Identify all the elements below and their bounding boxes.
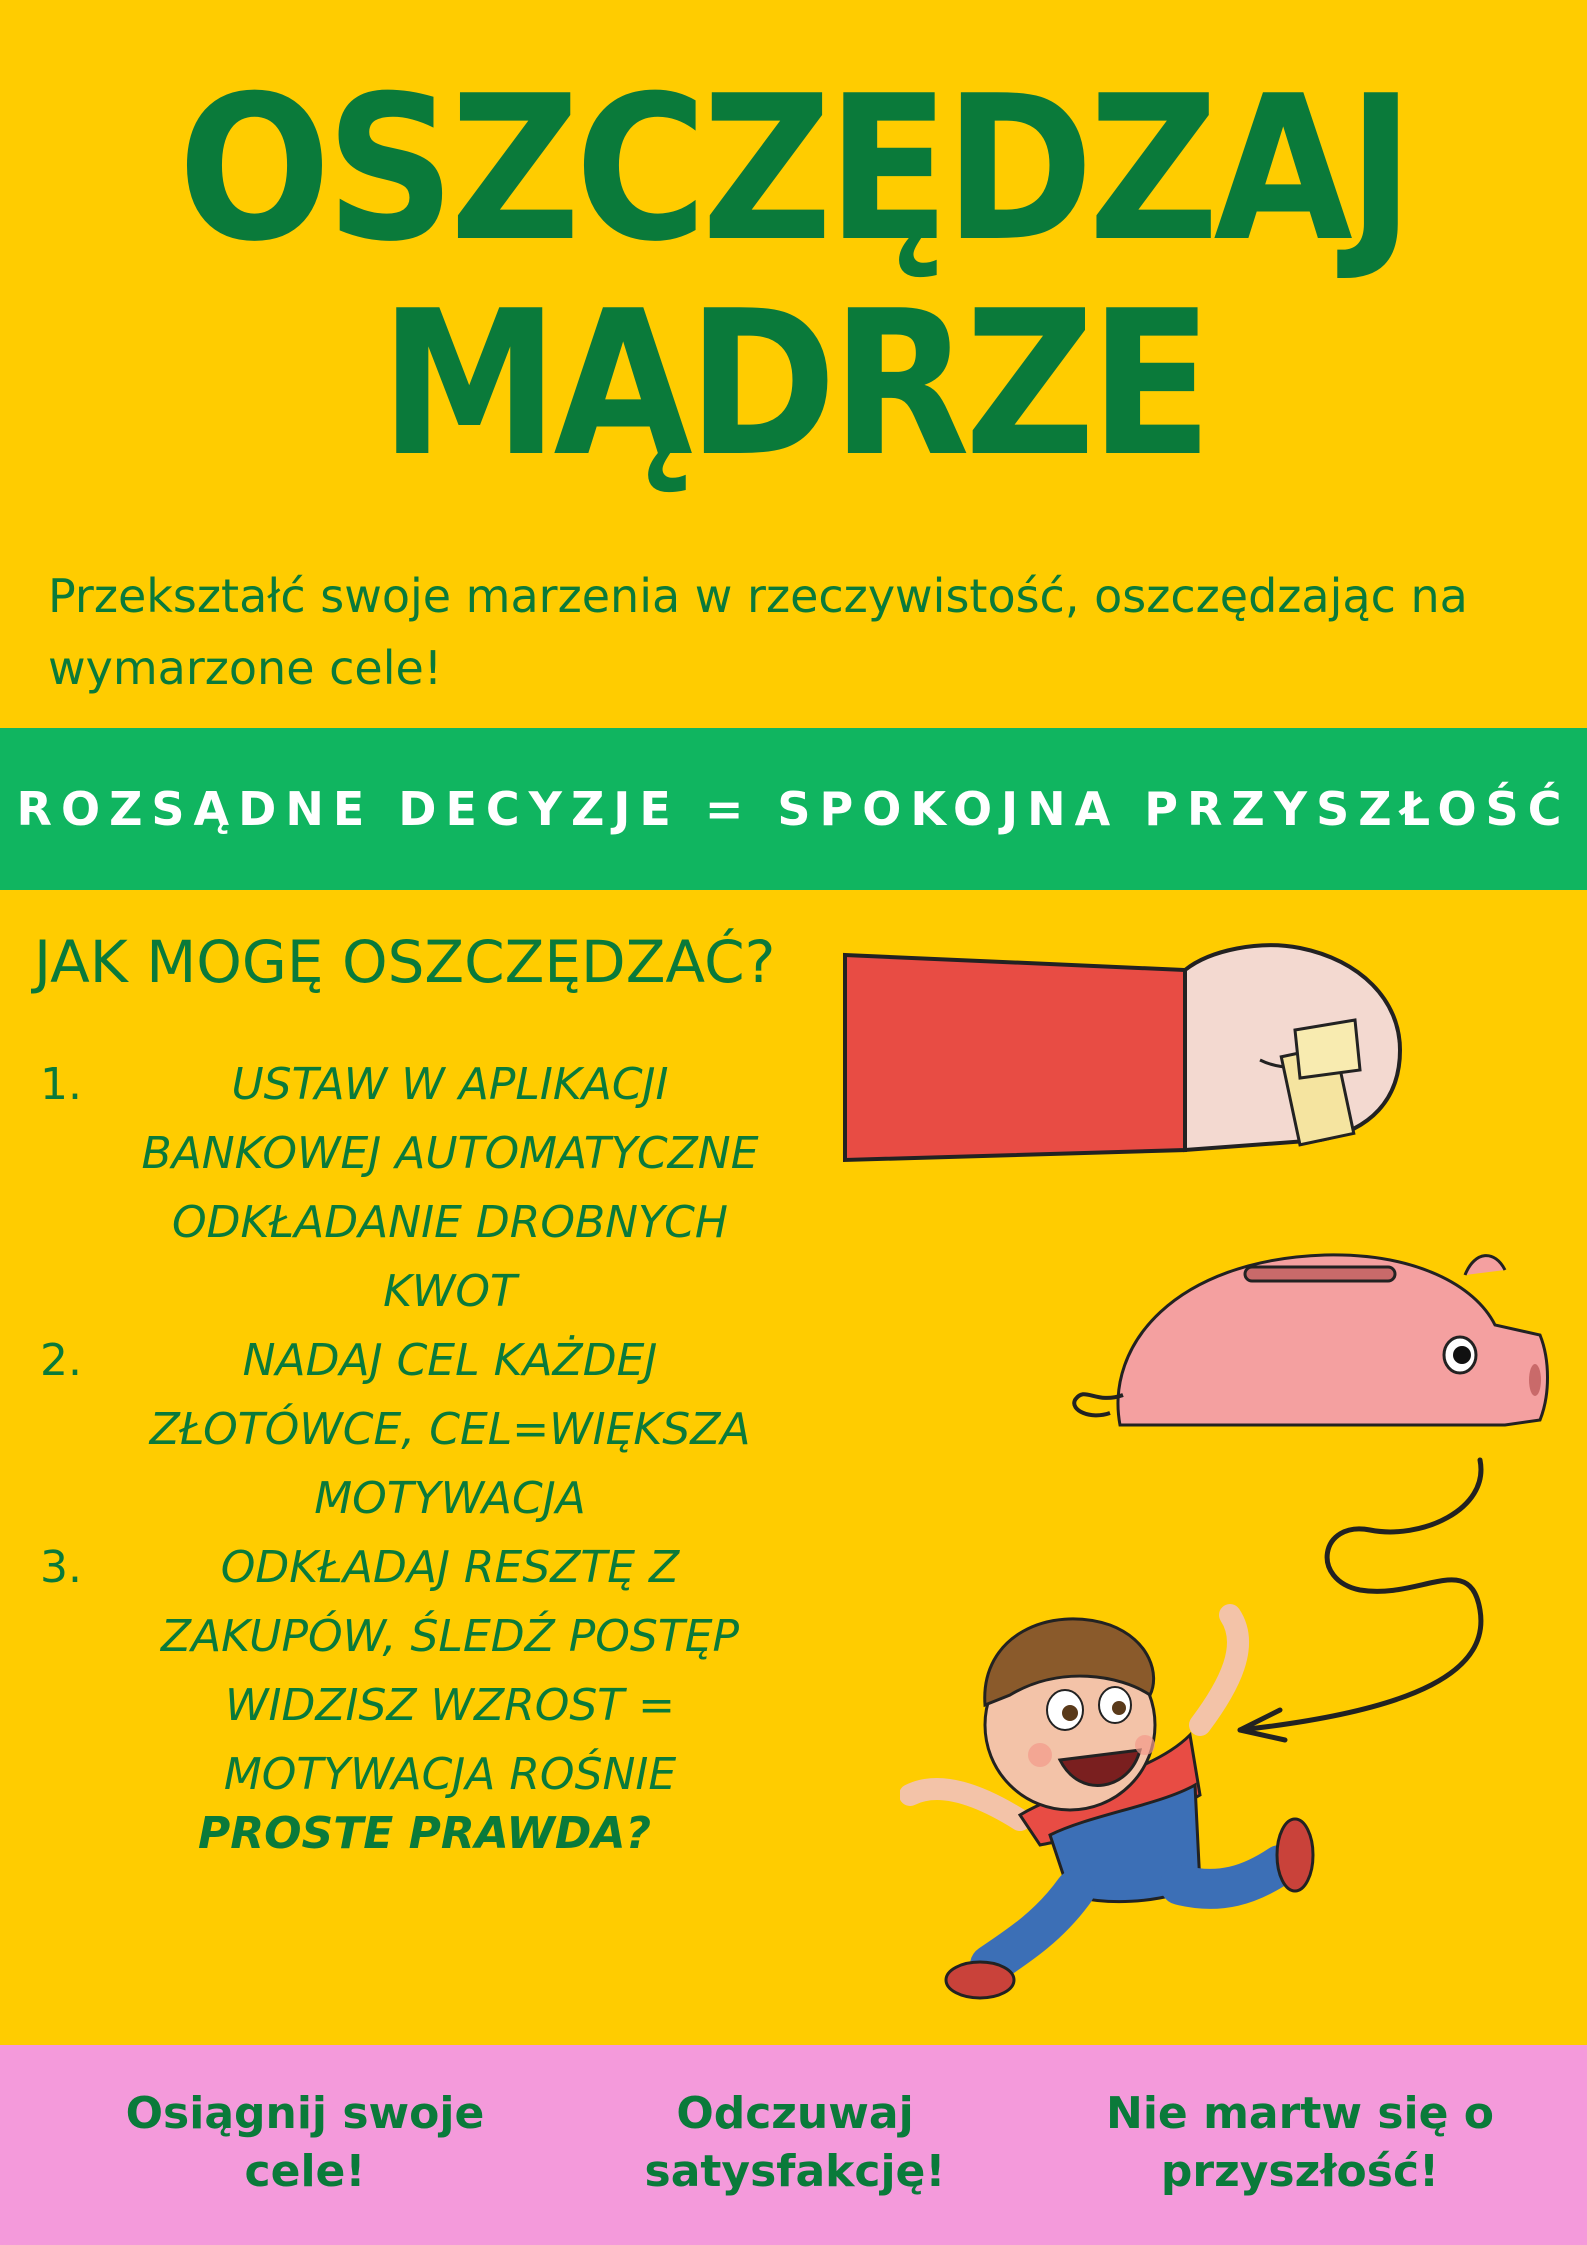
step-number: 3. <box>40 1542 82 1593</box>
main-title-line-2: MĄDRZE <box>379 268 1208 501</box>
closing-question: PROSTE PRAWDA? <box>198 1808 652 1859</box>
footer-bar <box>0 2045 1587 2245</box>
step-number: 2. <box>40 1335 82 1386</box>
step-number: 1. <box>40 1059 82 1110</box>
happy-boy-icon <box>900 1585 1350 2005</box>
footer-message-goals: Osiągnij swoje cele! <box>125 2088 485 2197</box>
section-heading: JAK MOGĘ OSZCZĘDZAĆ? <box>34 928 776 996</box>
list-item <box>30 1050 830 1326</box>
list-item <box>30 1533 830 1809</box>
slogan-banner <box>0 728 1587 890</box>
hand-with-money-icon <box>840 940 1410 1220</box>
footer-message-satisfaction: Odczuwaj satysfakcję! <box>644 2088 946 2197</box>
piggy-bank-icon <box>1065 1235 1555 1435</box>
subtitle: Przekształć swoje marzenia w rzeczywistość, oszczędzając na wymarzone cele! <box>48 569 1468 695</box>
step-text: ODKŁADAJ RESZTĘ Z ZAKUPÓW, ŚLEDŹ POSTĘP WIDZISZ WZROST = MOTYWACJA ROŚNIE <box>160 1542 740 1800</box>
main-title-line-1: OSZCZĘDZAJ <box>178 53 1409 286</box>
slogan-text: ROZSĄDNE DECYZJE = SPOKOJNA PRZYSZŁOŚĆ <box>16 782 1571 836</box>
step-text: USTAW W APLIKACJI BANKOWEJ AUTOMATYCZNE ODKŁADANIE DROBNYCH KWOT <box>141 1059 759 1317</box>
footer-message-future: Nie martw się o przyszłość! <box>1106 2088 1494 2197</box>
steps-list <box>30 1050 830 1809</box>
step-text: NADAJ CEL KAŻDEJ ZŁOTÓWCE, CEL=WIĘKSZA MOTYWACJA <box>149 1335 751 1524</box>
list-item <box>30 1326 830 1533</box>
